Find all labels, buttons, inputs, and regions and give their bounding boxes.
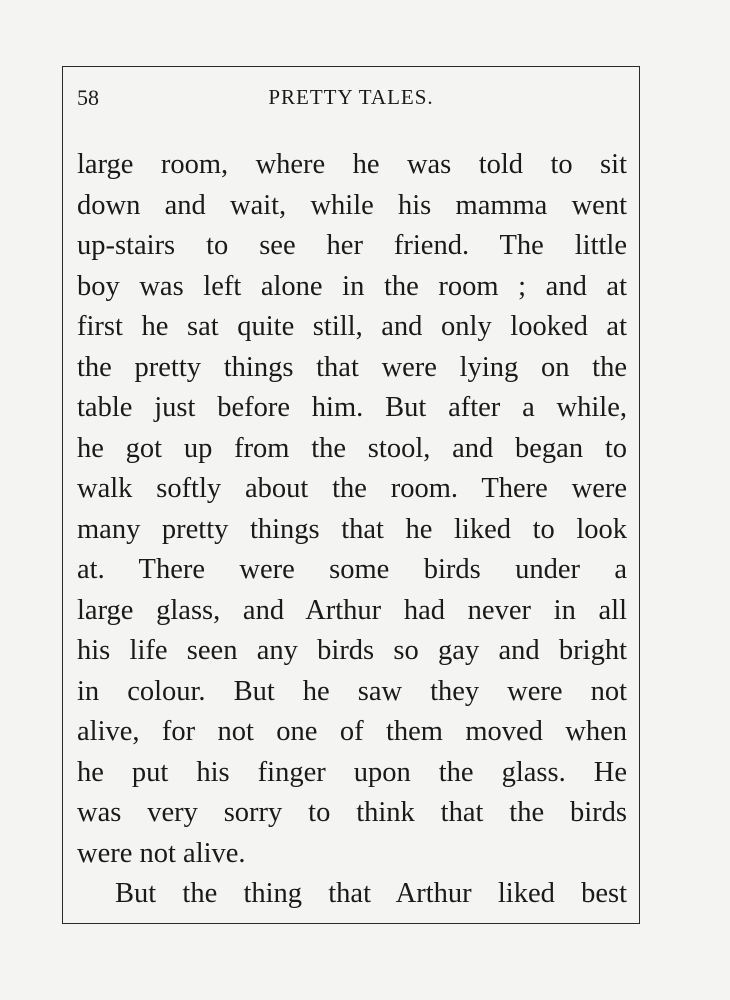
page-frame — [62, 66, 640, 924]
text-line: at. There were some birds under a — [77, 554, 627, 585]
text-line: his life seen any birds so gay and bright — [77, 635, 627, 666]
text-line: walk softly about the room. There were — [77, 473, 627, 504]
text-line: were not alive. — [77, 837, 246, 869]
text-line: But the thing that Arthur liked best — [115, 878, 627, 909]
running-title: PRETTY TALES. — [268, 85, 434, 109]
text-line: in colour. But he saw they were not — [77, 675, 627, 707]
text-line: the pretty things that were lying on the — [77, 351, 627, 383]
text-line: was very sorry to think that the birds — [77, 797, 627, 828]
text-line: alive, for not one of them moved when — [77, 716, 627, 747]
text-line: first he sat quite still, and only looked at — [77, 311, 627, 342]
text-line: boy was left alone in the room ; and at — [77, 270, 627, 302]
text-line: large glass, and Arthur had never in all — [77, 594, 627, 626]
body-text — [77, 145, 627, 915]
page-number: 58 — [77, 85, 99, 110]
text-line: he got up from the stool, and began to — [77, 432, 627, 464]
text-line: many pretty things that he liked to look — [77, 513, 627, 545]
text-line: up-stairs to see her friend. The little — [77, 230, 627, 261]
text-line: table just before him. But after a while, — [77, 392, 627, 423]
text-line: down and wait, while his mamma went — [77, 189, 627, 221]
text-line: he put his finger upon the glass. He — [77, 756, 627, 788]
text-line: large room, where he was told to sit — [77, 149, 627, 180]
page-header — [63, 85, 639, 119]
